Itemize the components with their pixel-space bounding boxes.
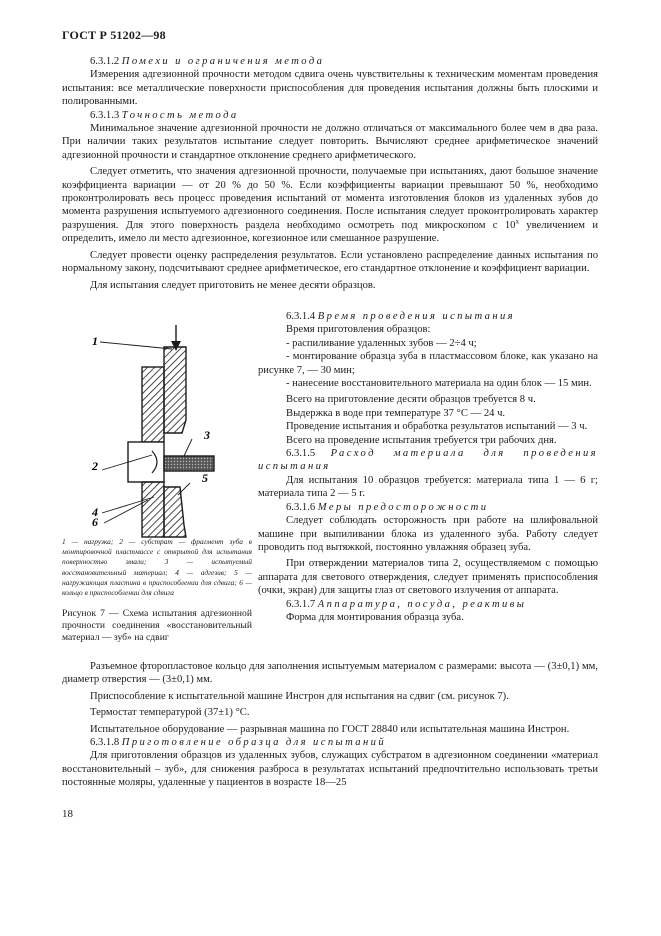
ring-left-upper <box>142 367 164 442</box>
paragraph: Следует отметить, что значения адгезионной прочности, получаемые при испытаниях, дают большое значение коэффициента вариации — от 20 % до 50 %. Если коэффициенты вариации превышают 50 %, необходимо проконтролировать весь процесс проведения испытаний от момента изготовления блоков из удаленных зубов до момента разрушения испытуемого адгезионного соединения. После испытания следует проконтролировать характер разрушения. Для этого поверхность раздела необходимо осмотреть под микроскопом с 10$^x$ увеличением и определить, имело ли место адгезионное, когезионное или смешанное разрушение. <box>62 166 598 245</box>
paragraph: Для приготовления образцов из удаленных зубов, служащих субстратом в адгезионном соединении «материал восстановительный – зуб», для снижения разброса в результатах испытаний предпочтительно использовать третьи постоянные моляры, удаленные у пациентов в возрасте 18—25 <box>62 750 598 789</box>
paragraph: Выдержка в воде при температуре 37 °С — 24 ч. <box>286 407 506 419</box>
ring-left-lower <box>142 482 164 537</box>
paragraph: Время приготовления образцов: <box>286 324 431 336</box>
restorative-material <box>164 456 214 471</box>
paragraph: При отверждении материалов типа 2, осуществляемом с помощью аппарата для светового отверждения, следует применять приспособления (очки, экран) для защиты глаз от светового излучения от аппарата. <box>258 558 598 597</box>
section-heading-6-3-1-6: 6.3.1.6 Меры предосторожности <box>286 501 489 513</box>
paragraph: Всего на приготовление десяти образцов требуется 8 ч. <box>286 394 536 406</box>
figure-legend: 1 — нагрузка; 2 — субстрат — фрагмент зуба в монтировочной пластмассе с открытой для испытания поверхностью эмали; 3 — испытуемый восстановительный материал; 4 — адгезив; 5 — нагружающая пластина в приспособлении для сдвига; 6 — кольцо в приспособлении для сдвига <box>62 537 252 598</box>
right-text-block <box>258 310 598 624</box>
section-heading-6-3-1-5: 6.3.1.5 Расход материала для проведения испытания <box>258 448 598 473</box>
paragraph: Приспособление к испытательной машине Инстрон для испытания на сдвиг (см. рисунок 7). <box>90 690 509 702</box>
paragraph: Для испытания следует приготовить не менее десяти образцов. <box>90 279 376 291</box>
paragraph: Для испытания 10 образцов требуется: материала типа 1 — 6 г; материала типа 2 — 5 г. <box>258 474 598 500</box>
substrate-block <box>128 442 164 482</box>
section-heading-6-3-1-3: 6.3.1.3 Точность метода <box>90 109 239 121</box>
shear-test-diagram <box>62 325 252 540</box>
label-4: 4 <box>92 505 98 519</box>
list-item: - распиливание удаленных зубов — 2÷4 ч; <box>286 337 477 349</box>
list-item: - монтирование образца зуба в пластмассовом блоке, как указано на рисунке 7, — 30 мин; <box>258 351 598 376</box>
bottom-text-block <box>62 660 598 790</box>
loading-plate-lower <box>164 487 186 537</box>
section-heading-6-3-1-8: 6.3.1.8 Приготовление образца для испытаний <box>90 737 387 749</box>
page-number: 18 <box>62 808 73 820</box>
paragraph: Следует провести оценку распределения результатов. Если установлено распределение данных испытания по нормальному закону, подсчитывают среднее арифметическое, его стандартное отклонение и коэффициент вариации. <box>62 249 598 275</box>
section-heading-6-3-1-7: 6.3.1.7 Аппаратура, посуда, реактивы <box>286 598 527 610</box>
paragraph: Форма для монтирования образца зуба. <box>286 611 464 623</box>
paragraph: Минимальное значение адгезионной прочности не должно отличаться от максимального более чем в два раза. При наличии таких результатов испытание следует повторить. Вычисляют среднее арифметическое значений адгезионной прочности и стандартное отклонение среднего арифметического. <box>62 123 598 161</box>
paragraph: Разъемное фторопластовое кольцо для заполнения испытуемым материалом с размерами: высота — (3±0,1) мм, диаметр отверстия — (3±0,1) мм. <box>62 661 598 686</box>
label-2: 2 <box>92 459 98 473</box>
section-heading-6-3-1-4: 6.3.1.4 Время проведения испытания <box>286 311 516 322</box>
label-3: 3 <box>204 428 210 442</box>
paragraph: Следует соблюдать осторожность при работе на шлифовальной машине при выпиливании блока из удаленного зуба. Работу следует проводить под вытяжкой, постоянно увлажняя образец зуба. <box>258 515 598 553</box>
document-header: ГОСТ Р 51202—98 <box>62 28 166 42</box>
paragraph: Измерения адгезионной прочности методом сдвига очень чувствительны к техническим моментам проведения испытания: все металлические поверхности приспособления для проведения испытания должны быть плоскими и полированными. <box>62 69 598 108</box>
label-1: 1 <box>92 334 98 348</box>
figure-caption: Рисунок 7 — Схема испытания адгезионной прочности соединения «восстановительный материал — зуб» на сдвиг <box>62 608 252 643</box>
label-6: 6 <box>92 515 98 529</box>
paragraph: Проведение испытания и обработка результатов испытаний — 3 ч. <box>286 421 588 433</box>
paragraph: Всего на проведение испытания требуется три рабочих дня. <box>286 434 557 446</box>
section-heading-6-3-1-2: 6.3.1.2 Помехи и ограничения метода <box>90 56 325 67</box>
label-5: 5 <box>202 471 208 485</box>
top-text-block <box>62 55 598 292</box>
paragraph: Испытательное оборудование — разрывная машина по ГОСТ 28840 или испытательная машина Инстрон. <box>90 723 570 735</box>
loading-plate-upper <box>164 347 186 433</box>
paragraph: Термостат температурой (37±1) °С. <box>90 707 250 719</box>
list-item: - нанесение восстановительного материала на один блок — 15 мин. <box>286 378 592 390</box>
